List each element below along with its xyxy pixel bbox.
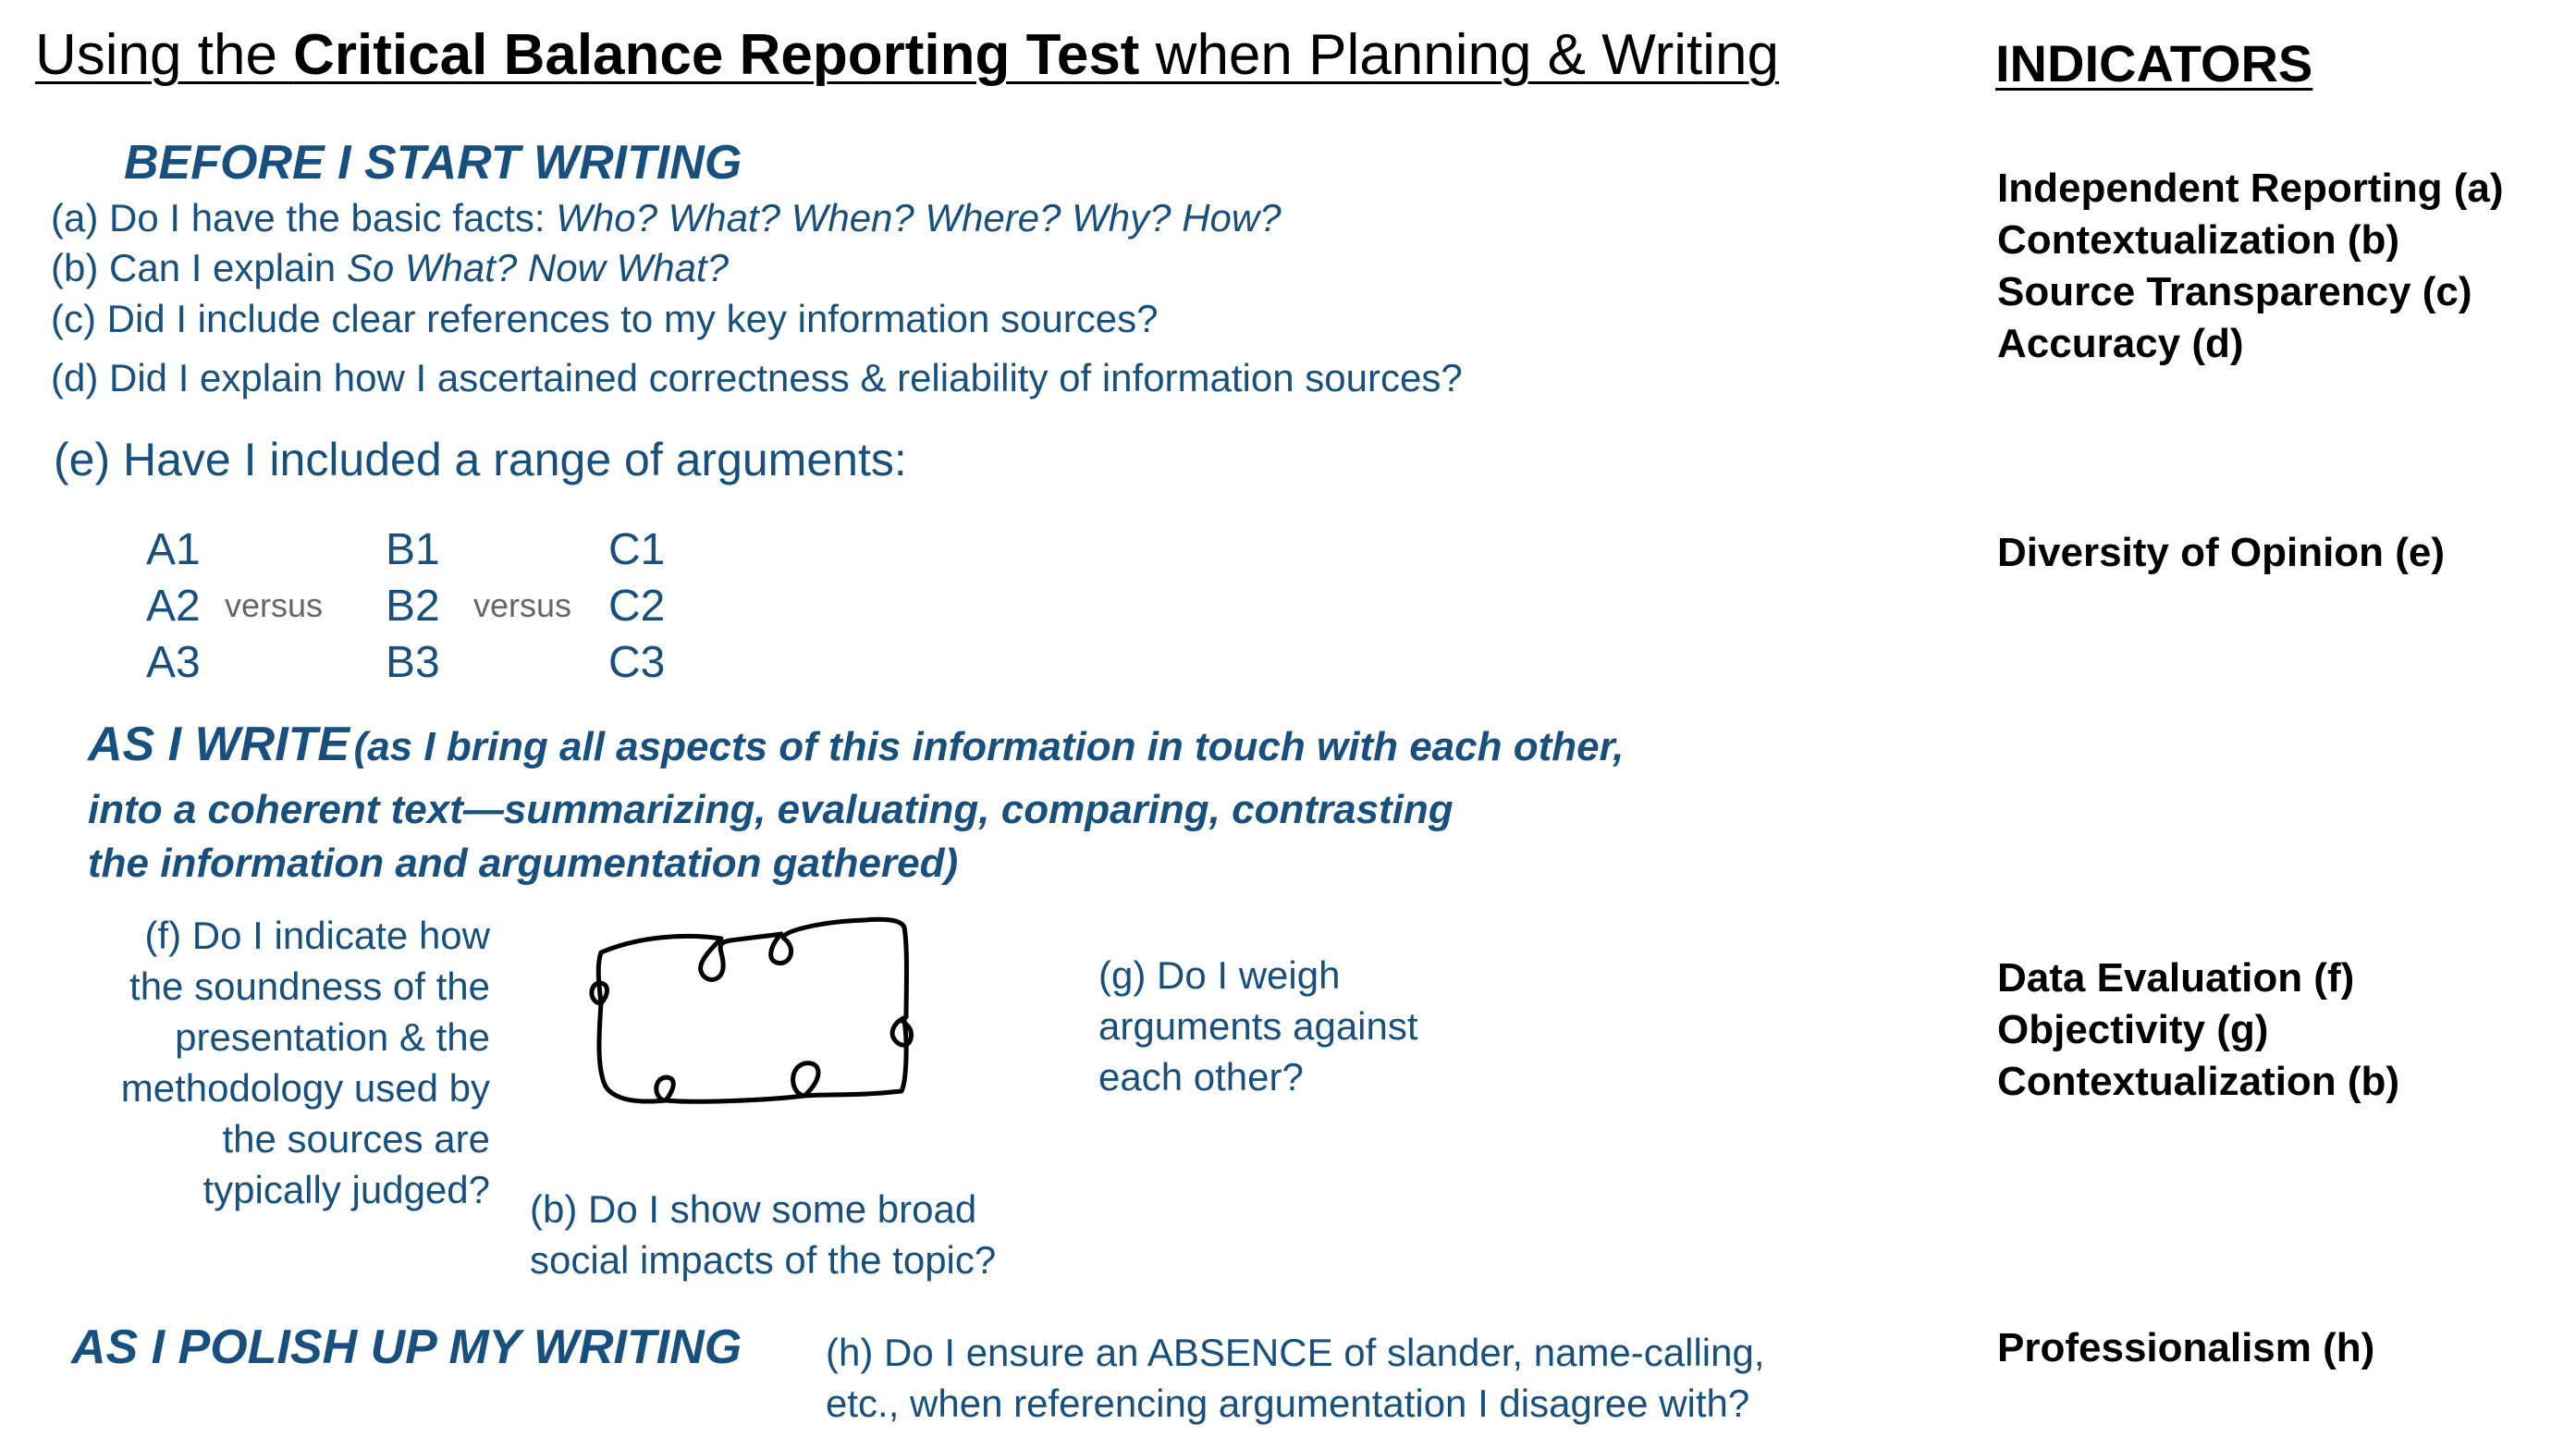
question-h — [826, 1327, 1954, 1429]
as-i-write-block — [88, 718, 1625, 890]
argument-column-b — [386, 522, 440, 691]
indicator-item: Independent Reporting (a) — [1997, 166, 2504, 211]
question-g-line: arguments against — [1098, 1004, 1418, 1048]
indicator-item: Contextualization (b) — [1997, 1059, 2400, 1104]
indicator-item: Professionalism (h) — [1997, 1325, 2375, 1370]
argument-column-a — [146, 522, 201, 691]
question-f-line: methodology used by — [120, 1066, 490, 1110]
question-b — [51, 246, 729, 290]
question-b-text: (b) Can I explain — [51, 246, 347, 289]
as-i-write-note: the information and argumentation gathered) — [88, 841, 959, 886]
argument-column-c — [608, 522, 665, 691]
as-i-write-heading: AS I WRITE — [88, 718, 350, 771]
question-d: (d) Did I explain how I ascertained correctness & reliability of information sources? — [51, 356, 1463, 399]
argument-c3: C3 — [608, 638, 666, 687]
title-prefix: Using the — [35, 23, 294, 87]
question-b-social-line: social impacts of the topic? — [530, 1238, 997, 1282]
title-bold: Critical Balance Reporting Test — [293, 23, 1140, 87]
indicators-group-writing — [1997, 952, 2399, 1108]
indicators-heading: INDICATORS — [1995, 34, 2313, 92]
question-f — [37, 910, 490, 1215]
question-f-line: the soundness of the — [129, 964, 490, 1008]
as-i-write-note: (as I bring all aspects of this information in touch with each other, — [353, 724, 1625, 769]
question-a-italic: Who? What? When? Where? Why? How? — [556, 196, 1282, 240]
question-g — [1098, 950, 1487, 1102]
scribble-illustration — [583, 911, 989, 1133]
indicator-item: Data Evaluation (f) — [1997, 955, 2355, 1001]
question-g-line: each other? — [1098, 1055, 1304, 1099]
argument-a3: A3 — [146, 638, 201, 687]
argument-a2: A2 — [146, 582, 201, 631]
indicators-group-polish — [1997, 1322, 2374, 1374]
indicator-item: Diversity of Opinion (e) — [1997, 530, 2446, 575]
question-a-text: (a) Do I have the basic facts: — [51, 196, 557, 240]
polish-heading: AS I POLISH UP MY WRITING — [71, 1320, 742, 1374]
indicator-item: Objectivity (g) — [1997, 1007, 2269, 1052]
question-f-line: typically judged? — [202, 1168, 490, 1211]
question-f-line: presentation & the — [175, 1015, 490, 1059]
as-i-write-note: into a coherent text—summarizing, evaluating, comparing, contrasting — [88, 787, 1454, 832]
question-a — [51, 196, 1282, 240]
before-heading: BEFORE I START WRITING — [124, 136, 742, 190]
indicators-group-before — [1997, 163, 2504, 370]
versus-label: versus — [473, 586, 572, 624]
question-e: (e) Have I included a range of arguments: — [54, 434, 907, 485]
indicator-item: Accuracy (d) — [1997, 321, 2244, 366]
argument-c1: C1 — [608, 525, 666, 574]
argument-b3: B3 — [386, 638, 440, 687]
indicator-item: Source Transparency (c) — [1997, 269, 2472, 314]
question-h-line: (h) Do I ensure an ABSENCE of slander, name-calling, — [826, 1331, 1765, 1374]
title-suffix: when Planning & Writing — [1139, 23, 1780, 87]
question-b-social-line: (b) Do I show some broad — [530, 1187, 977, 1231]
question-b-social — [530, 1184, 1177, 1285]
argument-c2: C2 — [608, 582, 666, 631]
question-f-line: (f) Do I indicate how — [144, 914, 490, 957]
versus-label: versus — [225, 586, 324, 624]
indicator-item: Contextualization (b) — [1997, 217, 2400, 263]
argument-a1: A1 — [146, 525, 201, 574]
argument-b2: B2 — [386, 582, 440, 631]
page-title — [35, 22, 1779, 88]
argument-b1: B1 — [386, 525, 440, 574]
indicators-group-arguments — [1997, 527, 2445, 579]
question-h-line: etc., when referencing argumentation I disagree with? — [826, 1382, 1750, 1425]
question-b-italic: So What? Now What? — [346, 246, 729, 289]
question-f-line: the sources are — [222, 1117, 490, 1161]
question-g-line: (g) Do I weigh — [1098, 953, 1341, 997]
question-c: (c) Did I include clear references to my key information sources? — [51, 297, 1159, 340]
